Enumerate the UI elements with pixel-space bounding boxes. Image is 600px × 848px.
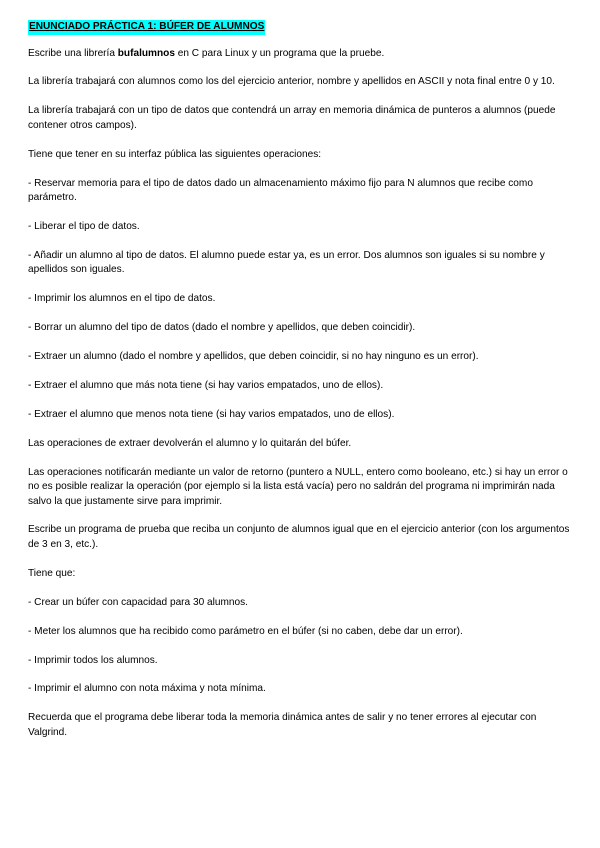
paragraph: Las operaciones de extraer devolverán el alumno y lo quitarán del búfer.	[28, 437, 352, 449]
paragraph: Tiene que tener en su interfaz pública las siguientes operaciones:	[28, 148, 322, 160]
library-name: bufalumnos	[117, 47, 175, 59]
list-item: - Extraer un alumno (dado el nombre y apellidos, que deben coincidir, si no hay ninguno es un error).	[28, 351, 479, 363]
paragraph: Recuerda que el programa debe liberar toda la memoria dinámica antes de salir y no tener errores al ejecutar con Valgrind.	[28, 712, 537, 738]
document-title: ENUNCIADO PRÁCTICA 1: BÚFER DE ALUMNOS	[28, 20, 265, 35]
list-item: - Borrar un alumno del tipo de datos (dado el nombre y apellidos, que deben coincidir).	[28, 322, 416, 334]
list-item: - Liberar el tipo de datos.	[28, 220, 140, 232]
intro-text-before: Escribe una librería	[28, 47, 118, 59]
list-item: - Añadir un alumno al tipo de datos. El alumno puede estar ya, es un error. Dos alumnos son iguales si su nombre y apellidos son iguales.	[28, 249, 545, 276]
paragraph: Las operaciones notificarán mediante un valor de retorno (puntero a NULL, entero como booleano, etc.) si hay un error o no es posible realizar la operación (por ejemplo si la lista está vacía) pero no saldrán del programa ni imprimirán nada salvo la que justamente sirve para imprimir.	[28, 466, 568, 507]
list-item: - Reservar memoria para el tipo de datos dado un almacenamiento máximo fijo para N alumnos que recibe como parámetro.	[28, 177, 533, 204]
paragraph: Escribe un programa de prueba que reciba un conjunto de alumnos igual que en el ejercicio anterior (con los argumentos de 3 en 3, etc.).	[28, 524, 570, 550]
list-item: - Imprimir los alumnos en el tipo de datos.	[28, 293, 216, 305]
document-page	[28, 20, 576, 755]
intro-text-after: en C para Linux y un programa que la pruebe.	[174, 47, 385, 59]
list-item: - Extraer el alumno que más nota tiene (si hay varios empatados, uno de ellos).	[28, 379, 384, 391]
paragraph: Tiene que:	[28, 567, 76, 579]
paragraph: La librería trabajará con un tipo de datos que contendrá un array en memoria dinámica de punteros a alumnos (puede contener otros campos).	[28, 105, 556, 131]
list-item: - Meter los alumnos que ha recibido como parámetro en el búfer (si no caben, debe dar un error).	[28, 625, 463, 637]
paragraph: La librería trabajará con alumnos como los del ejercicio anterior, nombre y apellidos en ASCII y nota final entre 0 y 10.	[28, 76, 555, 88]
intro-paragraph	[28, 47, 576, 62]
list-item: - Crear un búfer con capacidad para 30 alumnos.	[28, 596, 248, 608]
list-item: - Imprimir todos los alumnos.	[28, 654, 158, 666]
list-item: - Imprimir el alumno con nota máxima y nota mínima.	[28, 683, 266, 695]
list-item: - Extraer el alumno que menos nota tiene (si hay varios empatados, uno de ellos).	[28, 408, 395, 420]
